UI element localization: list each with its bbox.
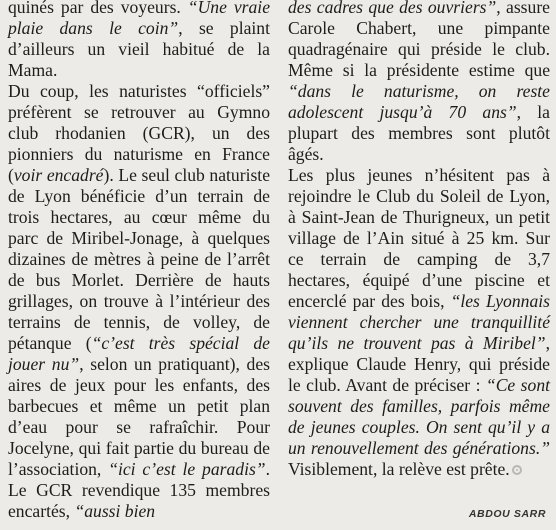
article-paragraph [288, 165, 550, 480]
body-text: quinés par des voyeurs. [8, 0, 188, 17]
body-text: Visiblement, la relève est prête. [288, 459, 510, 479]
body-text: Du coup, les naturistes “officiels” préfèrent se retrouver au Gymno club rhodanien (GCR), un des pionniers du naturisme en France ( [8, 81, 270, 185]
body-text: . Le GCR revendique 135 membres encartés, [8, 459, 270, 521]
cross-reference-text: voir encadré [13, 165, 104, 185]
article-paragraph [8, 81, 270, 522]
body-text: , se plaint d’ailleurs un vieil habitué de la Mama. [8, 18, 270, 80]
body-text: , explique Claude Henry, qui préside le club. Avant de préciser : [288, 333, 550, 395]
quote-text: des cadres que des ouvriers” [288, 0, 497, 17]
body-text: , selon un pratiquant), des aires de jeux pour les enfants, des barbecues et même un petit plan d’eau pour se rafraîchir. Pour Jocelyne, qui fait partie du bureau de l’association, [8, 354, 270, 479]
quote-text: “les Lyonnais viennent chercher une tranquillité qu’ils ne trouvent pas à Miribel” [288, 291, 550, 353]
quote-text: “ici c’est le paradis” [108, 459, 266, 479]
body-text: , assure Carole Chabert, une pimpante quadragénaire qui préside le club. Même si la présidente estime que [288, 0, 550, 80]
body-text: Les plus jeunes n’hésitent pas à rejoindre le Club du Soleil de Lyon, à Saint-Jean de Thurigneux, un petit village de l’Ain situé à 25 km. Sur ce terrain de camping de 3,7 hectares, équipé d’une piscine et encerclé par des bois, [288, 165, 550, 311]
quote-text: “Une vraie plaie dans le coin” [8, 0, 271, 38]
quote-text: “c’est très spécial de jouer nu” [8, 333, 270, 374]
article-column-left [8, 0, 270, 530]
article-column-right [288, 0, 550, 530]
quote-text: “dans le naturisme, on reste adolescent jusqu’à 70 ans” [288, 81, 550, 122]
quote-text: “Ce sont souvent des familles, parfois même de jeunes couples. On sent qu’il y a un renouvellement des générations.” [288, 375, 550, 458]
end-of-article-circle-icon [512, 465, 522, 475]
article-paragraph [8, 0, 270, 81]
article-paragraph [288, 0, 550, 165]
body-text: , la plupart des membres sont plutôt âgés. [288, 102, 550, 164]
author-byline: ABDOU SARR [468, 508, 546, 520]
quote-text: “aussi bien [74, 501, 156, 521]
body-text: ). Le seul club naturiste de Lyon bénéficie d’un terrain de trois hectares, au cœur même du parc de Miribel-Jonage, à quelques dizaines de mètres à peine de l’arrêt de bus Morlet. Derrière de hauts grillages, on trouve à l’intérieur des terrains de tennis, de volley, de pétanque ( [8, 165, 271, 353]
